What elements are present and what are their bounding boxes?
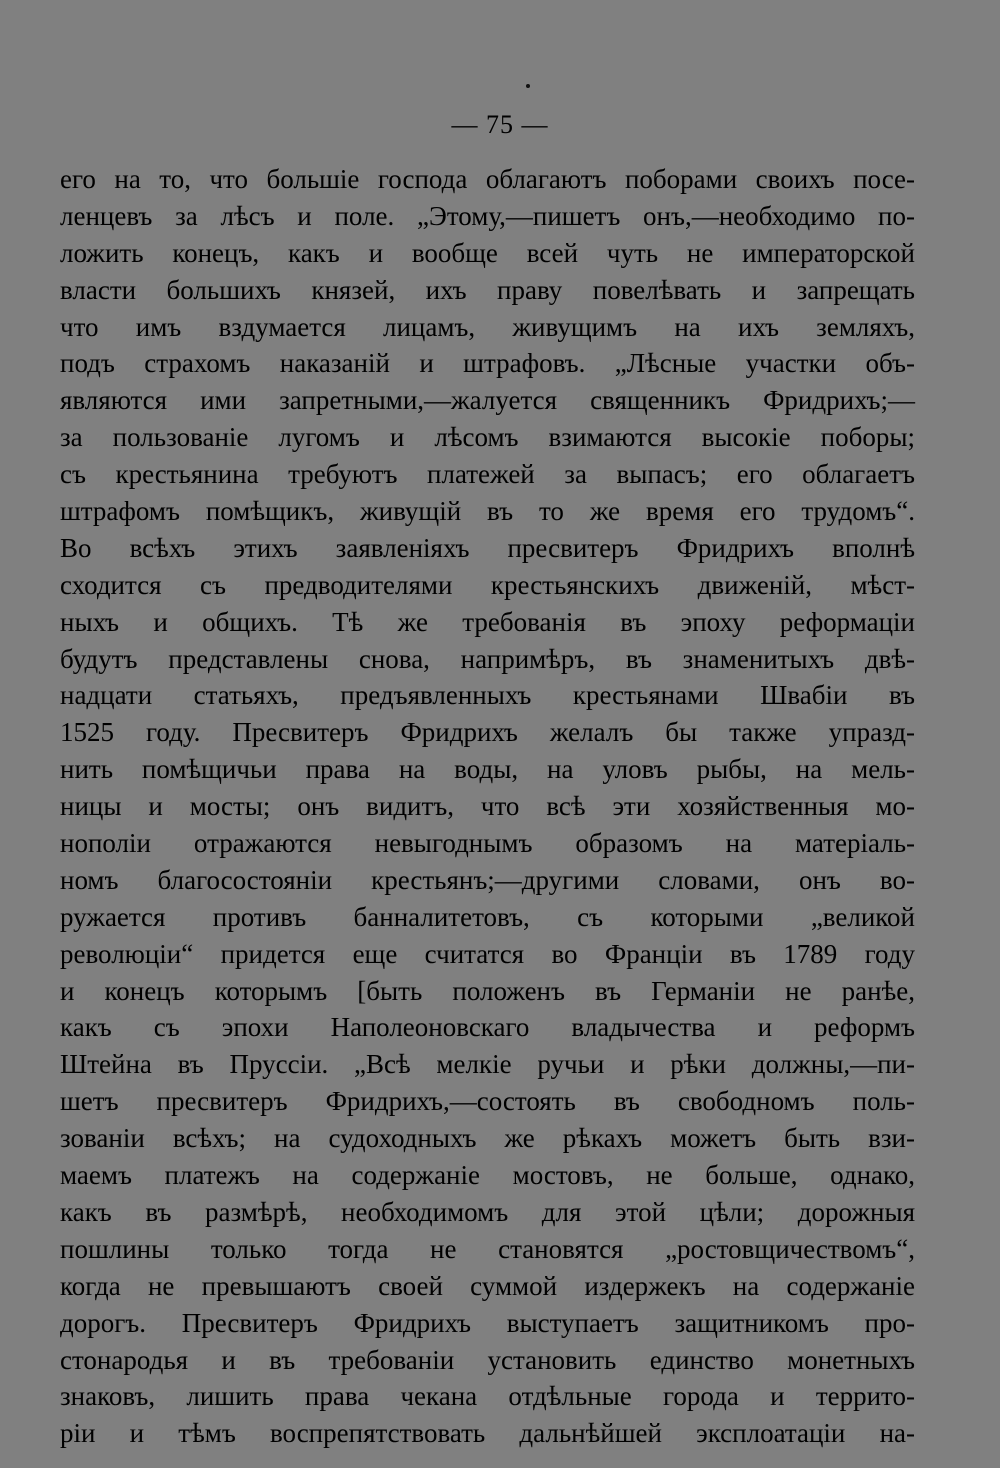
text-line: маемъ платежъ на содержаніе мостовъ, не больше, однако, (60, 1160, 915, 1191)
text-line: номъ благосостояніи крестьянъ;—другими словами, онъ во- (60, 864, 915, 895)
text-line: 1525 году. Пресвитеръ Фридрихъ желалъ бы также упразд- (60, 717, 915, 748)
text-line: пошлины только тогда не становятся „ростовщичествомъ“, (60, 1233, 915, 1264)
text-line: ружается противъ банналитетовъ, съ которыми „великой (60, 901, 915, 932)
text-line: ныхъ и общихъ. Тѣ же требованія въ эпоху реформаціи (60, 606, 915, 637)
text-line: какъ въ размѣрѣ, необходимомъ для этой цѣли; дорожныя (60, 1196, 915, 1227)
text-line: власти большихъ князей, ихъ праву повелѣвать и запрещать (60, 274, 915, 305)
text-line: его на то, что большіе господа облагаютъ поборами своихъ посе- (60, 164, 915, 194)
body-text (60, 161, 915, 1452)
text-line: Штейна въ Пруссіи. „Всѣ мелкіе ручьи и рѣки должны,—пи- (60, 1049, 915, 1080)
text-line: надцати статьяхъ, предъявленныхъ крестьянами Швабіи въ (60, 680, 915, 711)
text-line: и конецъ которымъ [быть положенъ въ Германіи не ранѣе, (60, 975, 915, 1006)
text-line: являются ими запретными,—жалуется священникъ Фридрихъ;— (60, 385, 915, 416)
text-line: Во всѣхъ этихъ заявленіяхъ пресвитеръ Фридрихъ вполнѣ (60, 532, 915, 563)
text-line: подъ страхомъ наказаній и штрафовъ. „Лѣсные участки объ- (60, 348, 915, 379)
text-line: революціи“ придется еще считатся во Франціи въ 1789 году (60, 938, 915, 969)
text-line: штрафомъ помѣщикъ, живущій въ то же время его трудомъ“. (60, 496, 915, 527)
text-line: сходится съ предводителями крестьянскихъ движеній, мѣст- (60, 569, 915, 600)
text-line: ленцевъ за лѣсъ и поле. „Этому,—пишетъ онъ,—необходимо по- (60, 200, 915, 231)
text-line: знаковъ, лишить права чекана отдѣльные города и террито- (60, 1381, 915, 1412)
text-line: зованіи всѣхъ; на судоходныхъ же рѣкахъ можетъ быть взи- (60, 1123, 915, 1154)
text-line: шетъ пресвитеръ Фридрихъ,—состоять въ свободномъ поль- (60, 1086, 915, 1117)
text-line: ложить конецъ, какъ и вообще всей чуть не императорской (60, 237, 915, 268)
text-line: нить помѣщичьи права на воды, на уловъ рыбы, на мель- (60, 754, 915, 785)
text-line: ницы и мосты; онъ видитъ, что всѣ эти хозяйственныя мо- (60, 791, 915, 822)
ink-speck (526, 84, 530, 88)
text-line: ріи и тѣмъ воспрепятствовать дальнѣйшей эксплоатаціи на- (60, 1418, 915, 1449)
text-line: стонародья и въ требованіи установить единство монетныхъ (60, 1344, 915, 1375)
text-line: за пользованіе лугомъ и лѣсомъ взимаются высокіе поборы; (60, 422, 915, 453)
text-line: какъ съ эпохи Наполеоновскаго владычества и реформъ (60, 1012, 915, 1043)
text-line: будутъ представлены снова, напримѣръ, въ знаменитыхъ двѣ- (60, 643, 915, 674)
page-number: — 75 — (451, 110, 549, 139)
text-line: что имъ вздумается лицамъ, живущимъ на ихъ земляхъ, (60, 311, 915, 342)
text-line: когда не превышаютъ своей суммой издержекъ на содержаніе (60, 1270, 915, 1301)
text-line: съ крестьянина требуютъ платежей за выпасъ; его облагаетъ (60, 459, 915, 490)
text-line: нополіи отражаются невыгоднымъ образомъ на матеріаль- (60, 828, 915, 859)
text-line: дорогъ. Пресвитеръ Фридрихъ выступаетъ защитникомъ про- (60, 1307, 915, 1338)
